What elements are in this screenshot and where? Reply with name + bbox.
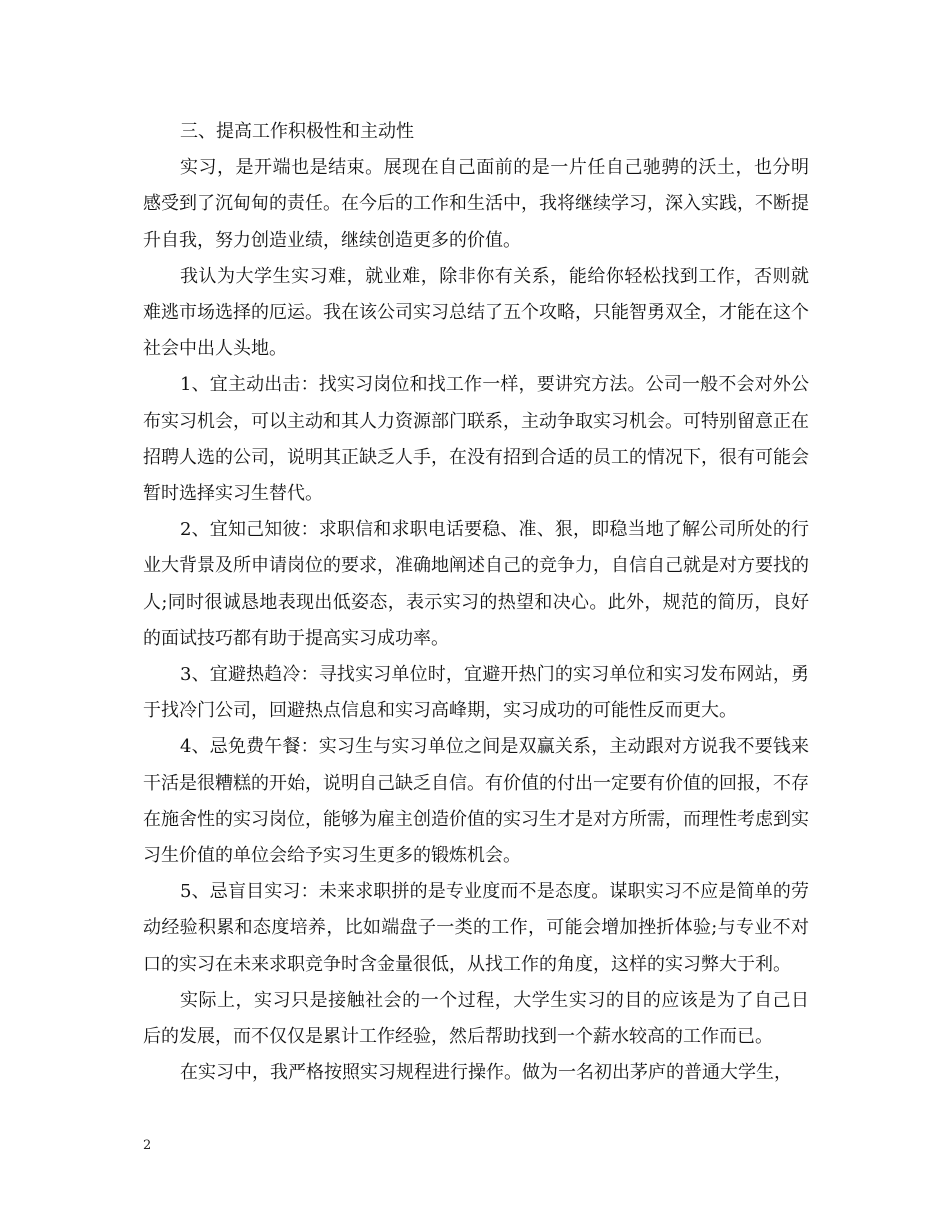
paragraph-internship-start-end: 实习，是开端也是结束。展现在自己面前的是一片任自己驰骋的沃土，也分明感受到了沉甸甸的责任。在今后的工作和生活中，我将继续学习，深入实践，不断提升自我，努力创造业绩，继续创造更多的价值。: [143, 157, 809, 251]
paragraph-tip-1-proactive: 1、宜主动出击：找实习岗位和找工作一样，要讲究方法。公司一般不会对外公布实习机会，可以主动和其人力资源部门联系，主动争取实习机会。可特别留意正在招聘人选的公司，说明其正缺乏人手，在没有招到合适的员工的情况下，很有可能会暂时选择实习生替代。: [143, 374, 809, 505]
paragraph-internship-purpose: 实际上，实习只是接触社会的一个过程，大学生实习的目的应该是为了自己日后的发展，而不仅仅是累计工作经验，然后帮助找到一个薪水较高的工作而已。: [143, 989, 809, 1048]
paragraph-tip-5-not-blind: 5、忌盲目实习：未来求职拼的是专业度而不是态度。谋职实习不应是简单的劳动经验积累和态度培养，比如端盘子一类的工作，可能会增加挫折体验;与专业不对口的实习在未来求职竞争时含金量很低，从找工作的角度，这样的实习弊大于利。: [143, 881, 809, 975]
paragraph-tip-3-avoid-hot: 3、宜避热趋冷：寻找实习单位时，宜避开热门的实习单位和实习发布网站，勇于找冷门公司，回避热点信息和实习高峰期，实习成功的可能性反而更大。: [143, 664, 809, 722]
paragraph-tip-4-no-free-lunch: 4、忌免费午餐：实习生与实习单位之间是双赢关系，主动跟对方说我不要钱来干活是很糟糕的开始，说明自己缺乏自信。有价值的付出一定要有价值的回报，不存在施舍性的实习岗位，能够为雇主创造价值的实习生才是对方所需，而理性考虑到实习生价值的单位会给予实习生更多的锻炼机会。: [143, 736, 809, 867]
page-number: 2: [143, 1138, 152, 1153]
paragraph-tip-2-know-yourself: 2、宜知己知彼：求职信和求职电话要稳、准、狠，即稳当地了解公司所处的行业大背景及所申请岗位的要求，准确地阐述自己的竞争力，自信自己就是对方要找的人;同时很诚恳地表现出低姿态，表示实习的热望和决心。此外，规范的简历，良好的面试技巧都有助于提高实习成功率。: [143, 519, 809, 649]
paragraph-employment-difficulty: 我认为大学生实习难，就业难，除非你有关系，能给你轻松找到工作，否则就难逃市场选择的厄运。我在该公司实习总结了五个攻略，只能智勇双全，才能在这个社会中出人头地。: [143, 265, 809, 360]
document-body: [143, 114, 809, 1091]
paragraph-strict-operation: 在实习中，我严格按照实习规程进行操作。做为一名初出茅庐的普通大学生，: [180, 1062, 792, 1084]
section-heading: 三、提高工作积极性和主动性: [180, 121, 414, 142]
